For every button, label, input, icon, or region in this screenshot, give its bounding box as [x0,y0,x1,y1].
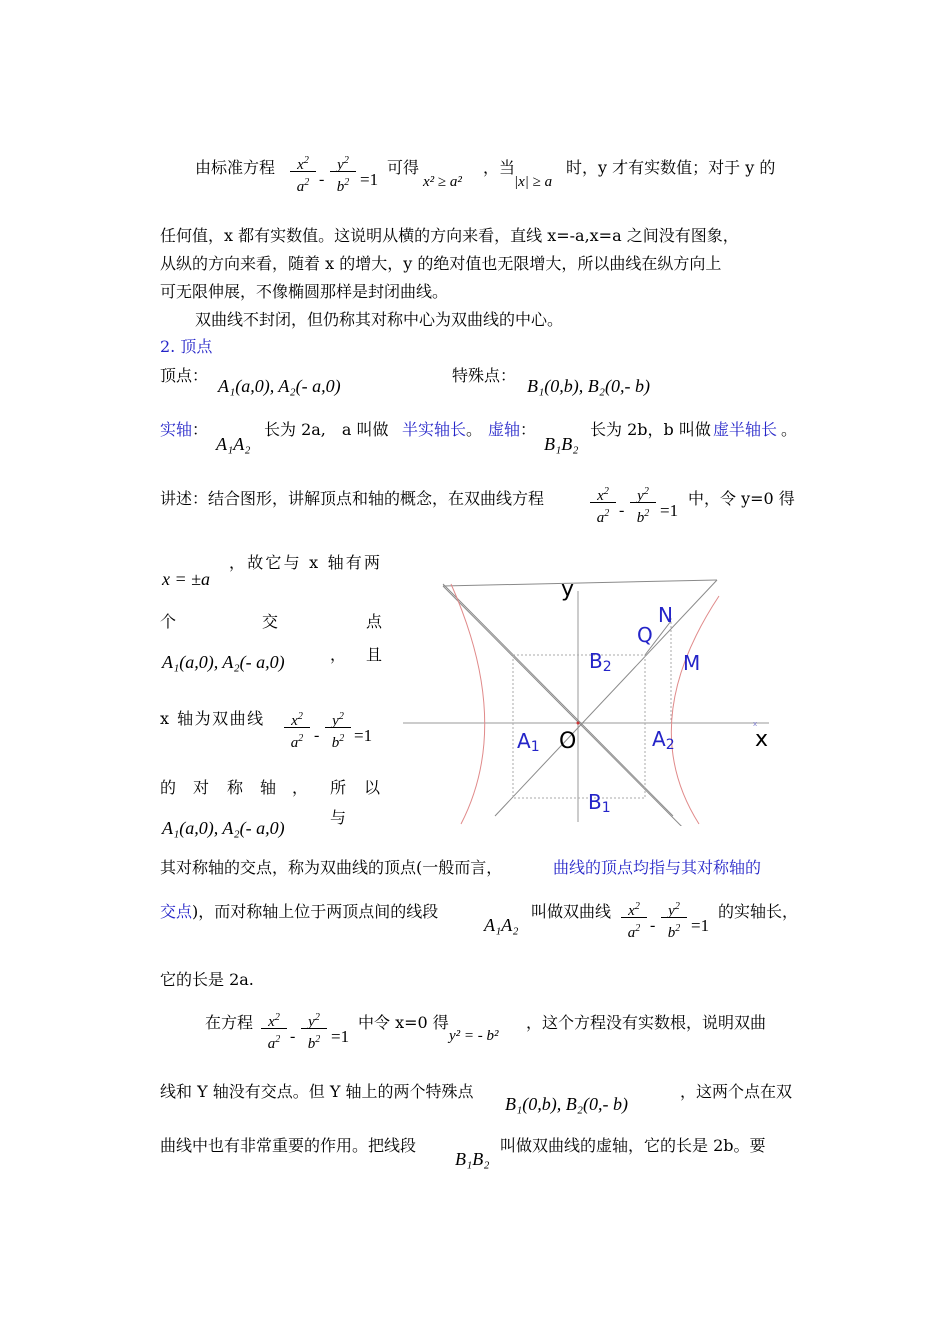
segment-a1a2: A₁A₂ [484,915,519,935]
p3-line3: 曲线中也有非常重要的作用。把线段 [160,1136,417,1155]
fraction-y2-b2: $y^2$ $b^2$ [661,898,687,937]
p1-line4: 可无限伸展，不像椭圆那样是封闭曲线。 [160,282,449,301]
fraction-x2-a2: $x^2$ $a^2$ [261,1009,287,1048]
explain-line-a: 其对称轴的交点，称为双曲线的顶点(一般而言， [160,858,503,877]
spread-char: 对 [193,778,210,797]
p3-tail: ，这个方程没有实数根，说明双曲 [526,1013,767,1032]
minus-sign: - [314,727,320,744]
explain-intro: 讲述：结合图形，讲解顶点和轴的概念，在双曲线方程 [160,489,545,508]
fraction-y2-b2: $y^2$ $b^2$ [301,1009,327,1048]
equals-one: =1 [660,501,679,520]
explain-line-c: 它的长是 2a. [160,970,254,989]
imag-axis-length: 长为 2b，b 叫做 [590,420,711,439]
real-axis-length: 长为 2a, a 叫做 [264,420,389,439]
fraction-x2-a2: $x^2$ $a^2$ [621,898,647,937]
minus-sign: - [650,917,656,934]
asymptote-1 [443,580,717,586]
inequality-absx-a: |x| ≥ a [514,174,553,190]
equals-one: =1 [691,916,710,935]
spread-char: 点 [366,612,383,631]
fraction-x2-a2: $x^2$ $a^2$ [290,152,316,191]
spread-char: 以 [364,778,381,797]
section-title: 2. 顶点 [160,337,213,356]
axes [403,591,769,822]
p1-line2: 任何值，x 都有实数值。这说明从横的方向来看，直线 x=-a,x=a 之间没有图象， [160,226,739,245]
p3-prefix: 在方程 [205,1013,254,1032]
semi-imag-axis-term: 虚半轴长 [713,420,778,439]
spread-char: 称 [227,778,244,797]
x-axis-label: x [755,727,769,752]
spread-char: 且 [366,645,383,664]
explain-line-b-blue: 交点 [160,902,193,921]
semi-real-axis-term: 半实轴长 [402,420,467,439]
point-a2-label: A2 [652,727,675,753]
p3-line2-tail: ，这两个点在双 [680,1082,793,1101]
inequality-x2-a2: x² ≥ a² [423,174,462,190]
special-points-formula: B₁(0,b), B₂(0,- b) [527,376,650,396]
imag-axis-term: 虚轴 [488,420,521,439]
minus-sign: - [319,171,325,188]
origin-label: O [559,729,577,754]
point-a1-label: A1 [517,729,540,755]
p3-line3-tail: 叫做双曲线的虚轴，它的长是 2b。要 [500,1136,766,1155]
arrow-tag: x [753,720,758,728]
right-branch [671,596,719,824]
fraction-y2-b2: $y^2$ $b^2$ [330,152,356,191]
special-points-formula: B₁(0,b), B₂(0,- b) [505,1094,628,1114]
point-b1-label: B1 [588,790,611,816]
fraction-y2-b2: $y^2$ $b^2$ [325,708,351,747]
p1-tail: 时，y 才有实数值；对于 y 的 [566,158,776,177]
explain-line-b3: 的实轴长， [718,902,799,921]
minus-sign: - [290,1028,296,1045]
equals-one: =1 [331,1027,350,1046]
origin-dot [577,722,580,725]
comma: ， [330,645,347,664]
y-axis-label: y [561,577,575,602]
spread-char: 个 [160,612,177,631]
point-m-label: M [683,651,701,675]
period: 。 [466,420,483,439]
point-q-label: Q [637,623,653,647]
spread-char: 轴 [260,778,277,797]
real-axis-term: 实轴 [160,420,193,439]
segment-b1b2: B₁B₂ [455,1149,490,1169]
explain-line-b: )，而对称轴上位于两顶点间的线段 [192,902,439,921]
explain-sentence1: ，故它与 x 轴有两 [229,553,383,572]
period: 。 [781,420,798,439]
fraction-y2-b2: $y^2$ $b^2$ [630,483,656,522]
fraction-x2-a2: $x^2$ $a^2$ [590,483,616,522]
p3-line2: 线和 Y 轴没有交点。但 Y 轴上的两个特殊点 [160,1082,474,1101]
p3-mid: 中令 x=0 得 [358,1013,449,1032]
explain-intro-tail: 中，令 y=0 得 [688,489,795,508]
p1-kede: 可得 [387,158,420,177]
equals-one: =1 [354,726,373,745]
point-b2-label: B2 [589,649,612,675]
x-axis-as: x 轴为双曲线 [160,709,265,728]
vertices-label: 顶点： [160,366,209,385]
p1-line3: 从纵的方向来看，随着 x 的增大，y 的绝对值也无限增大，所以曲线在纵方向上 [160,254,722,273]
special-points-label: 特殊点： [452,366,517,385]
colon: ： [192,420,209,439]
p1-prefix: 由标准方程 [195,158,276,177]
colon: ： [520,420,537,439]
vertices-formula: A₁(a,0), A₂(- a,0) [218,376,341,396]
y2-eq-minus-b2: y² = - b² [449,1028,499,1044]
spread-char: 与 [330,808,347,827]
explain-line-a-blue: 曲线的顶点均指与其对称轴的 [553,858,762,877]
x-equals-pm-a: x = ±a [162,569,211,589]
hyperbola-diagram [403,566,783,826]
spread-char: ， [292,778,309,797]
asymptote-pos [495,580,717,816]
p1-dang: ，当 [483,158,516,177]
explain-line-b2: 叫做双曲线 [531,902,612,921]
left-branch [451,584,485,824]
point-n-label: N [658,603,673,627]
asymptote-lines [443,580,717,816]
minus-sign: - [619,502,625,519]
equals-one: =1 [360,170,379,189]
spread-char: 交 [262,612,279,631]
fraction-x2-a2: $x^2$ $a^2$ [284,708,310,747]
spread-char: 的 [160,778,177,797]
vertices-formula: A₁(a,0), A₂(- a,0) [162,652,285,672]
p2-text: 双曲线不封闭，但仍称其对称中心为双曲线的中心。 [195,310,564,329]
vertices-formula: A₁(a,0), A₂(- a,0) [162,818,285,838]
spread-char: 所 [330,778,347,797]
segment-b1b2: B₁B₂ [544,434,579,454]
segment-a1a2: A₁A₂ [216,434,251,454]
